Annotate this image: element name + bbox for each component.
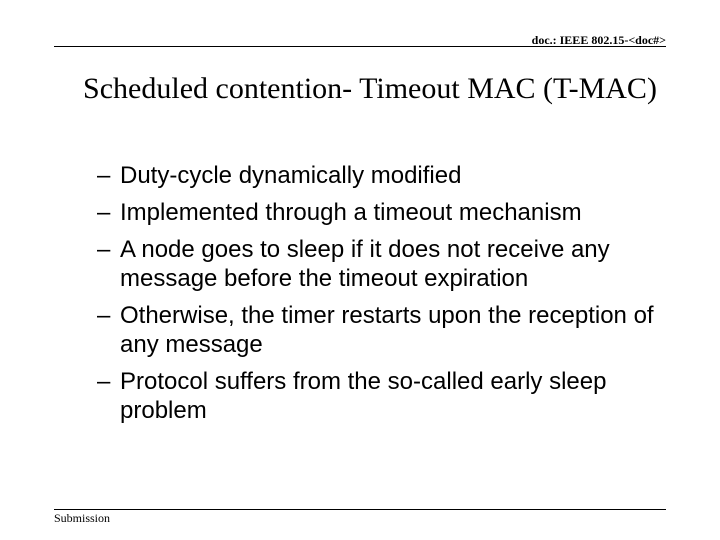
bullet-list (97, 161, 687, 433)
bullet-dash: – (97, 199, 111, 226)
bullet-dash: – (97, 368, 111, 395)
bullet-text: Protocol suffers from the so-called early sleep problem (120, 368, 607, 424)
document-id: doc.: IEEE 802.15-<doc#> (531, 33, 666, 47)
bullet-item (97, 161, 687, 190)
footer-submission-label: Submission (54, 511, 111, 525)
slide-title: Scheduled contention- Timeout MAC (T-MAC) (83, 72, 657, 105)
bullet-text: Otherwise, the timer restarts upon the reception of any message (120, 302, 654, 358)
bullet-text: Implemented through a timeout mechanism (120, 199, 582, 226)
bullet-text: Duty-cycle dynamically modified (120, 162, 462, 189)
footer-divider (54, 509, 666, 510)
bullet-text: A node goes to sleep if it does not receive any message before the timeout expiration (120, 236, 610, 292)
bullet-item (97, 367, 687, 425)
bullet-dash: – (97, 302, 111, 329)
header-divider (54, 46, 666, 47)
bullet-item (97, 301, 687, 359)
bullet-dash: – (97, 236, 111, 263)
bullet-dash: – (97, 162, 111, 189)
bullet-item (97, 235, 687, 293)
bullet-item (97, 198, 687, 227)
